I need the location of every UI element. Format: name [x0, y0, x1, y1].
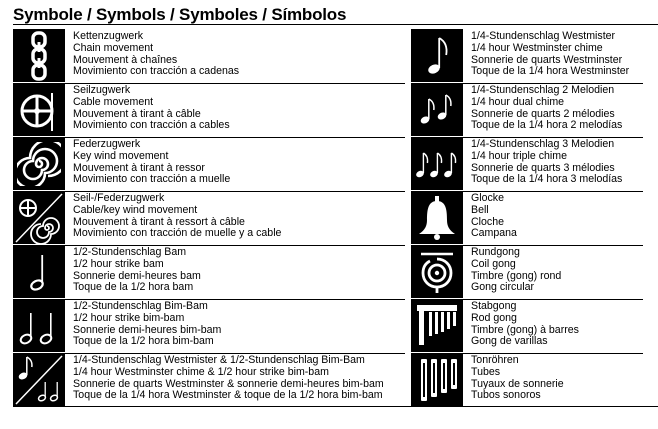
desc-de: Kettenzugwerk	[73, 30, 144, 42]
desc-en: 1/4 hour Westminster chime	[471, 41, 603, 54]
symbol-description	[463, 299, 579, 353]
desc-fr: Timbre (gong) à barres	[471, 323, 579, 336]
desc-en: Key wind movement	[73, 149, 169, 162]
desc-en: Chain movement	[73, 41, 154, 54]
symbol-row	[13, 29, 384, 83]
desc-fr: Sonnerie de quarts 3 mélodies	[471, 161, 615, 174]
desc-es: Toque de la 1/2 hora bim-bam	[73, 335, 214, 348]
desc-de: Stabgong	[471, 300, 517, 312]
desc-de: Rundgong	[471, 246, 520, 258]
desc-de: 1/4-Stundenschlag 3 Melodien	[471, 138, 615, 150]
desc-es: Toque de la 1/4 hora 3 melodías	[471, 173, 623, 186]
bell-icon	[411, 191, 463, 245]
desc-en: 1/2 hour strike bam	[73, 257, 164, 270]
desc-es: Toque de la 1/4 hora Westminster	[471, 65, 630, 78]
desc-es: Toque de la 1/4 hora Westminster & toque de la 1/2 hora bim-bam	[73, 389, 383, 402]
desc-es: Gong circular	[471, 281, 534, 294]
left-symbol-list	[13, 29, 384, 407]
desc-fr: Timbre (gong) rond	[471, 269, 562, 282]
symbol-description	[65, 299, 221, 353]
symbol-description	[65, 191, 281, 245]
desc-es: Movimiento con tracción a cadenas	[73, 65, 240, 78]
desc-de: 1/4-Stundenschlag 2 Melodien	[471, 84, 615, 96]
desc-es: Toque de la 1/2 hora bam	[73, 281, 194, 294]
symbol-row	[411, 83, 629, 137]
desc-en: 1/4 hour Westminster chime & 1/2 hour strike bim-bam	[73, 365, 329, 378]
desc-en: Rod gong	[471, 311, 517, 324]
desc-en: Bell	[471, 203, 489, 216]
cable-spring-icon	[13, 191, 65, 245]
westminster-bim-bam-icon	[13, 353, 65, 407]
desc-en: Cable/key wind movement	[73, 203, 198, 216]
symbol-description	[463, 353, 564, 407]
desc-fr: Mouvement à chaînes	[73, 53, 178, 66]
tubes-icon	[411, 353, 463, 407]
two-eighth-notes-icon	[411, 83, 463, 137]
desc-fr: Mouvement à tirant à ressor	[73, 161, 205, 174]
symbol-row	[13, 299, 384, 353]
symbol-row	[13, 83, 384, 137]
two-half-notes-icon	[13, 299, 65, 353]
symbol-row	[13, 137, 384, 191]
desc-fr: Mouvement à tirant à ressort à câble	[73, 215, 245, 228]
desc-de: Seil-/Federzugwerk	[73, 192, 165, 204]
desc-fr: Sonnerie de quarts Westminster	[471, 53, 623, 66]
symbol-description	[65, 245, 201, 299]
desc-fr: Sonnerie de quarts Westminster & sonnerie demi-heures bim-bam	[73, 377, 384, 390]
desc-en: 1/4 hour triple chime	[471, 149, 567, 162]
eighth-note-icon	[411, 29, 463, 83]
desc-fr: Sonnerie de quarts 2 mélodies	[471, 107, 615, 120]
desc-es: Movimiento con tracción a cables	[73, 119, 230, 132]
cable-wheel-icon	[13, 83, 65, 137]
symbol-row	[411, 29, 629, 83]
symbol-description	[463, 137, 622, 191]
desc-de: Tonröhren	[471, 354, 519, 366]
desc-en: 1/2 hour strike bim-bam	[73, 311, 185, 324]
symbol-row	[411, 191, 629, 245]
symbol-row	[411, 245, 629, 299]
desc-de: 1/2-Stundenschlag Bam	[73, 246, 187, 258]
symbol-row	[13, 245, 384, 299]
symbol-row	[411, 299, 629, 353]
desc-de: Glocke	[471, 192, 504, 204]
symbol-row	[13, 191, 384, 245]
desc-en: 1/4 hour dual chime	[471, 95, 565, 108]
desc-es: Tubos sonoros	[471, 389, 541, 402]
desc-de: Federzugwerk	[73, 138, 141, 150]
desc-fr: Tuyaux de sonnerie	[471, 377, 564, 390]
desc-es: Gong de varillas	[471, 335, 548, 348]
half-note-icon	[13, 245, 65, 299]
desc-fr: Sonnerie demi-heures bam	[73, 269, 201, 282]
bottom-rule	[13, 406, 658, 407]
page-title: Symbole / Symbols / Symboles / Símbolos	[13, 5, 347, 24]
desc-de: 1/4-Stundenschlag Westmister & 1/2-Stundenschlag Bim-Bam	[73, 354, 365, 366]
desc-es: Movimiento con tracción a muelle	[73, 173, 231, 186]
desc-es: Toque de la 1/4 hora 2 melodías	[471, 119, 623, 132]
symbol-description	[65, 83, 230, 137]
desc-en: Cable movement	[73, 95, 154, 108]
symbol-description	[463, 29, 629, 83]
rod-gong-icon	[411, 299, 463, 353]
symbol-row	[411, 137, 629, 191]
desc-de: Seilzugwerk	[73, 84, 131, 96]
desc-es: Campana	[471, 227, 517, 240]
coil-gong-icon	[411, 245, 463, 299]
spring-icon	[13, 137, 65, 191]
desc-de: 1/4-Stundenschlag Westmister	[471, 30, 616, 42]
symbol-description	[65, 29, 239, 83]
symbol-description	[463, 191, 517, 245]
chain-icon	[13, 29, 65, 83]
symbol-description	[463, 83, 622, 137]
desc-fr: Cloche	[471, 215, 504, 228]
desc-fr: Sonnerie demi-heures bim-bam	[73, 323, 222, 336]
desc-de: 1/2-Stundenschlag Bim-Bam	[73, 300, 208, 312]
symbol-row	[411, 353, 629, 407]
three-eighth-notes-icon	[411, 137, 463, 191]
desc-en: Tubes	[471, 365, 501, 378]
symbol-description	[65, 353, 384, 407]
symbol-description	[65, 137, 230, 191]
title-rule	[13, 24, 658, 25]
desc-es: Movimiento con tracción de muelle y a cable	[73, 227, 282, 240]
symbol-description	[463, 245, 561, 299]
right-symbol-list	[411, 29, 629, 407]
desc-en: Coil gong	[471, 257, 516, 270]
symbol-row	[13, 353, 384, 407]
desc-fr: Mouvement à tirant à câble	[73, 107, 201, 120]
